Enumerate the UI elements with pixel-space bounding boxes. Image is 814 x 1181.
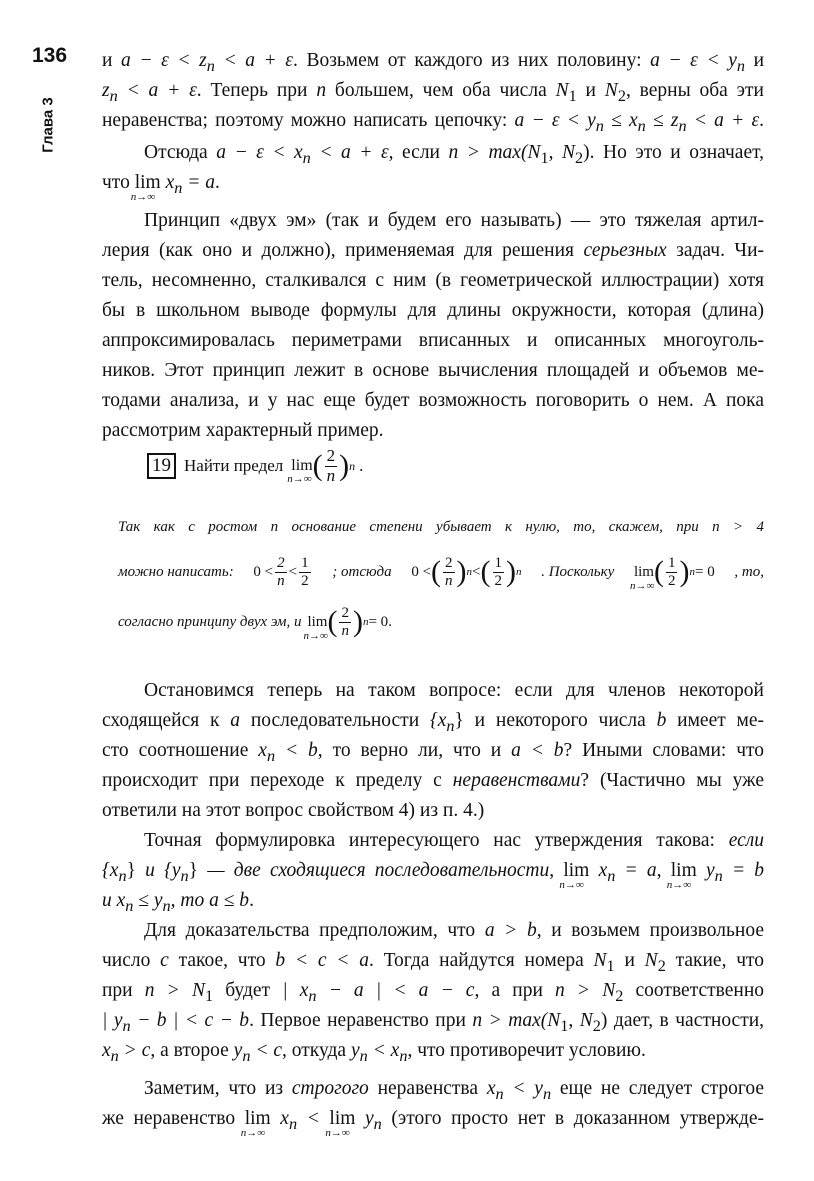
text-line: тодами анализа, и у нас еще будет возможность поговорить о нем. А пока [102, 390, 764, 411]
text-line: лерия (как оно и должно), применяемая для решения серьезных задач. Чи- [102, 240, 765, 261]
text-line: ответили на этот вопрос свойством 4) из п. 4.) [102, 800, 485, 821]
solution-line: Так как с ростом n основание степени убывает к нулю, то, скажем, при n > 4 [118, 519, 765, 535]
text-line: же неравенство lim n→∞ $x_n < \lim$ n→∞ $y_n$ (этого просто нет в доказанном утвержде- [102, 1108, 765, 1139]
text-line: число c такое, что b < c < a. Тогда найдутся номера $N_1$ и $N_2$ такие, что [102, 950, 765, 975]
page-number: 136 [32, 44, 68, 67]
text-line: Для доказательства предположим, что a > b, и возьмем произвольное [144, 920, 764, 941]
text-line: происходит при переходе к пределу с неравенствами? (Частично мы уже [102, 770, 765, 791]
text-line: Точная формулировка интересующего нас утверждения такова: если [144, 830, 764, 851]
text-line: сто соотношение $x_n < b$, то верно ли, что и a < b? Иными словами: что [102, 740, 765, 765]
problem-19: 19 Найти предел lim n→∞ ( $\frac{2}{n}$ ) n . [147, 447, 363, 485]
chapter-label: Глава 3 [39, 97, 57, 153]
text-line: Отсюда $a - \varepsilon < x_n < a + \varepsilon$, если $n > \max(N_1$, $N_2$). Но это и означает, [144, 142, 765, 167]
text-line: что lim n→∞ $x_n = a$. [102, 172, 220, 203]
text-line: тель, несомненно, сталкивался с ним (в геометрической иллюстрации) хотя [102, 270, 764, 291]
text-line: Принцип «двух эм» (так и будем его называть) — это тяжелая артил- [144, 210, 764, 231]
solution-line: согласно принципу двух эм, и lim n→∞ ( $\frac{2}{n}$ ) n = 0 . [118, 605, 392, 642]
text-line: | $y_n - b$ | < c − b. Первое неравенство при $n > \max(N_1$, $N_2$) дает, в частности, [102, 1010, 765, 1035]
text-line: и $a - \varepsilon < z_n < a + \varepsilon$. Возьмем от каждого из них половину: $a - \varepsilon < y_n$ и [102, 50, 765, 75]
text-line: сходящейся к a последовательности $\{x_n\}$ и некоторого числа b имеет ме- [102, 710, 765, 735]
solution-line: можно написать: 0 < $\frac{2}{n}$ < $\frac{1}{2}$ ; отсюда 0 < ( $\frac{2}{n}$ ) n < ( $\frac{1}{2}$ ) n . Поскольку lim n→∞ ( $\frac{1}{2}$ ) n = 0 , то, [118, 555, 764, 592]
text-line: $\{x_n\}$ и $\{y_n\}$ — две сходящиеся последовательности, lim n→∞ $x_n = a$, lim n→∞ $y_n = b$ [102, 860, 765, 891]
text-line: аппроксимировалась периметрами вписанных и описанных многоуголь- [102, 330, 764, 351]
text-line: рассмотрим характерный пример. [102, 420, 384, 441]
text-line: и $x_n \le y_n$, то a ≤ b. [102, 890, 254, 915]
text-line: $x_n > c$, а второе $y_n < c$, откуда $y_n < x_n$, что противоречит условию. [102, 1040, 646, 1065]
problem-number: 19 [147, 453, 176, 479]
text-line: ников. Этот принцип лежит в основе вычисления площадей и объемов ме- [102, 360, 764, 381]
text-line: неравенства; поэтому можно написать цепочку: $a - \varepsilon < y_n \le x_n \le z_n < a + \varepsilon$. [102, 110, 765, 135]
text-line: при $n > N_1$ будет | $x_n - a$ | < a − c, а при $n > N_2$ соответственно [102, 980, 765, 1005]
text-line: $z_n < a + \varepsilon$. Теперь при n большем, чем оба числа $N_1$ и $N_2$, верны оба эти [102, 80, 764, 105]
text-line: бы в школьном выводе формулы для длины окружности, которая (длина) [102, 300, 764, 321]
text-line: Заметим, что из строгого неравенства $x_n < y_n$ еще не следует строгое [144, 1078, 764, 1103]
text-line: Остановимся теперь на таком вопросе: если для членов некоторой [144, 680, 764, 701]
